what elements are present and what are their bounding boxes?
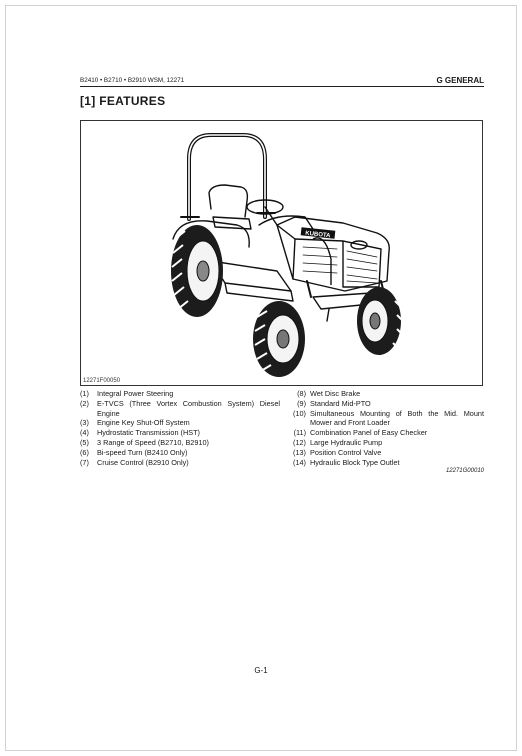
feature-text: 3 Range of Speed (B2710, B2910) <box>97 437 209 447</box>
feature-text: Standard Mid-PTO <box>310 398 371 408</box>
feature-text: Wet Disc Brake <box>310 389 361 398</box>
feature-number: (5) <box>80 437 89 447</box>
feature-item <box>80 448 280 458</box>
feature-item <box>80 389 280 399</box>
feature-item <box>80 438 280 448</box>
feature-number: (6) <box>80 447 89 457</box>
tractor-illustration <box>81 121 482 385</box>
feature-item <box>80 458 280 468</box>
tractor-figure <box>80 120 483 386</box>
feature-number: (4) <box>80 428 89 438</box>
feature-text: Engine Key Shut-Off System <box>97 418 190 428</box>
feature-item <box>286 409 484 429</box>
figure-code: 12271F00050 <box>83 378 121 384</box>
feature-number: (7) <box>80 457 89 467</box>
feature-number: (1) <box>80 389 89 398</box>
feature-text: Cruise Control (B2910 Only) <box>97 457 189 467</box>
feature-item <box>80 399 280 419</box>
feature-number: (12) <box>293 437 306 447</box>
feature-number: (8) <box>297 389 306 398</box>
feature-text: Large Hydraulic Pump <box>310 437 383 447</box>
brand-label: KUBOTA <box>304 230 331 240</box>
feature-number: (9) <box>297 398 306 408</box>
feature-text: E-TVCS (Three Vortex Combustion System) Diesel Engine <box>97 398 280 418</box>
feature-item <box>80 428 280 438</box>
feature-number: (10) <box>293 408 306 418</box>
feature-item <box>286 428 484 438</box>
feature-number: (14) <box>293 457 306 467</box>
reference-code: 12271G00010 <box>445 468 484 474</box>
header-models: B2410 • B2710 • B2910 WSM, 12271 <box>80 77 185 84</box>
feature-item <box>286 448 484 458</box>
features-list-left <box>80 389 280 467</box>
feature-text: Position Control Valve <box>310 447 382 457</box>
feature-text: Simultaneous Mounting of Both the Mid. Mount Mower and Front Loader <box>310 408 484 428</box>
feature-text: Hydrostatic Transmission (HST) <box>97 428 200 438</box>
feature-number: (13) <box>293 447 306 457</box>
front-right-tire <box>357 287 403 355</box>
front-left-tire <box>253 301 305 377</box>
feature-number: (3) <box>80 418 89 428</box>
feature-text: Combination Panel of Easy Checker <box>310 428 428 438</box>
feature-number: (2) <box>80 398 89 408</box>
feature-item <box>286 389 484 399</box>
feature-text: Hydraulic Block Type Outlet <box>310 457 400 467</box>
section-title: [1] FEATURES <box>80 94 166 108</box>
feature-item <box>80 418 280 428</box>
feature-item <box>286 399 484 409</box>
page-header <box>80 76 484 87</box>
features-list-right <box>286 389 484 467</box>
feature-text: Bi-speed Turn (B2410 Only) <box>97 447 188 457</box>
feature-text: Integral Power Steering <box>97 389 174 398</box>
feature-item <box>286 438 484 448</box>
header-section: G GENERAL <box>436 76 484 85</box>
page-number: G-1 <box>254 666 268 675</box>
rear-tire <box>171 225 223 317</box>
feature-item <box>286 458 484 468</box>
feature-number: (11) <box>293 428 306 438</box>
